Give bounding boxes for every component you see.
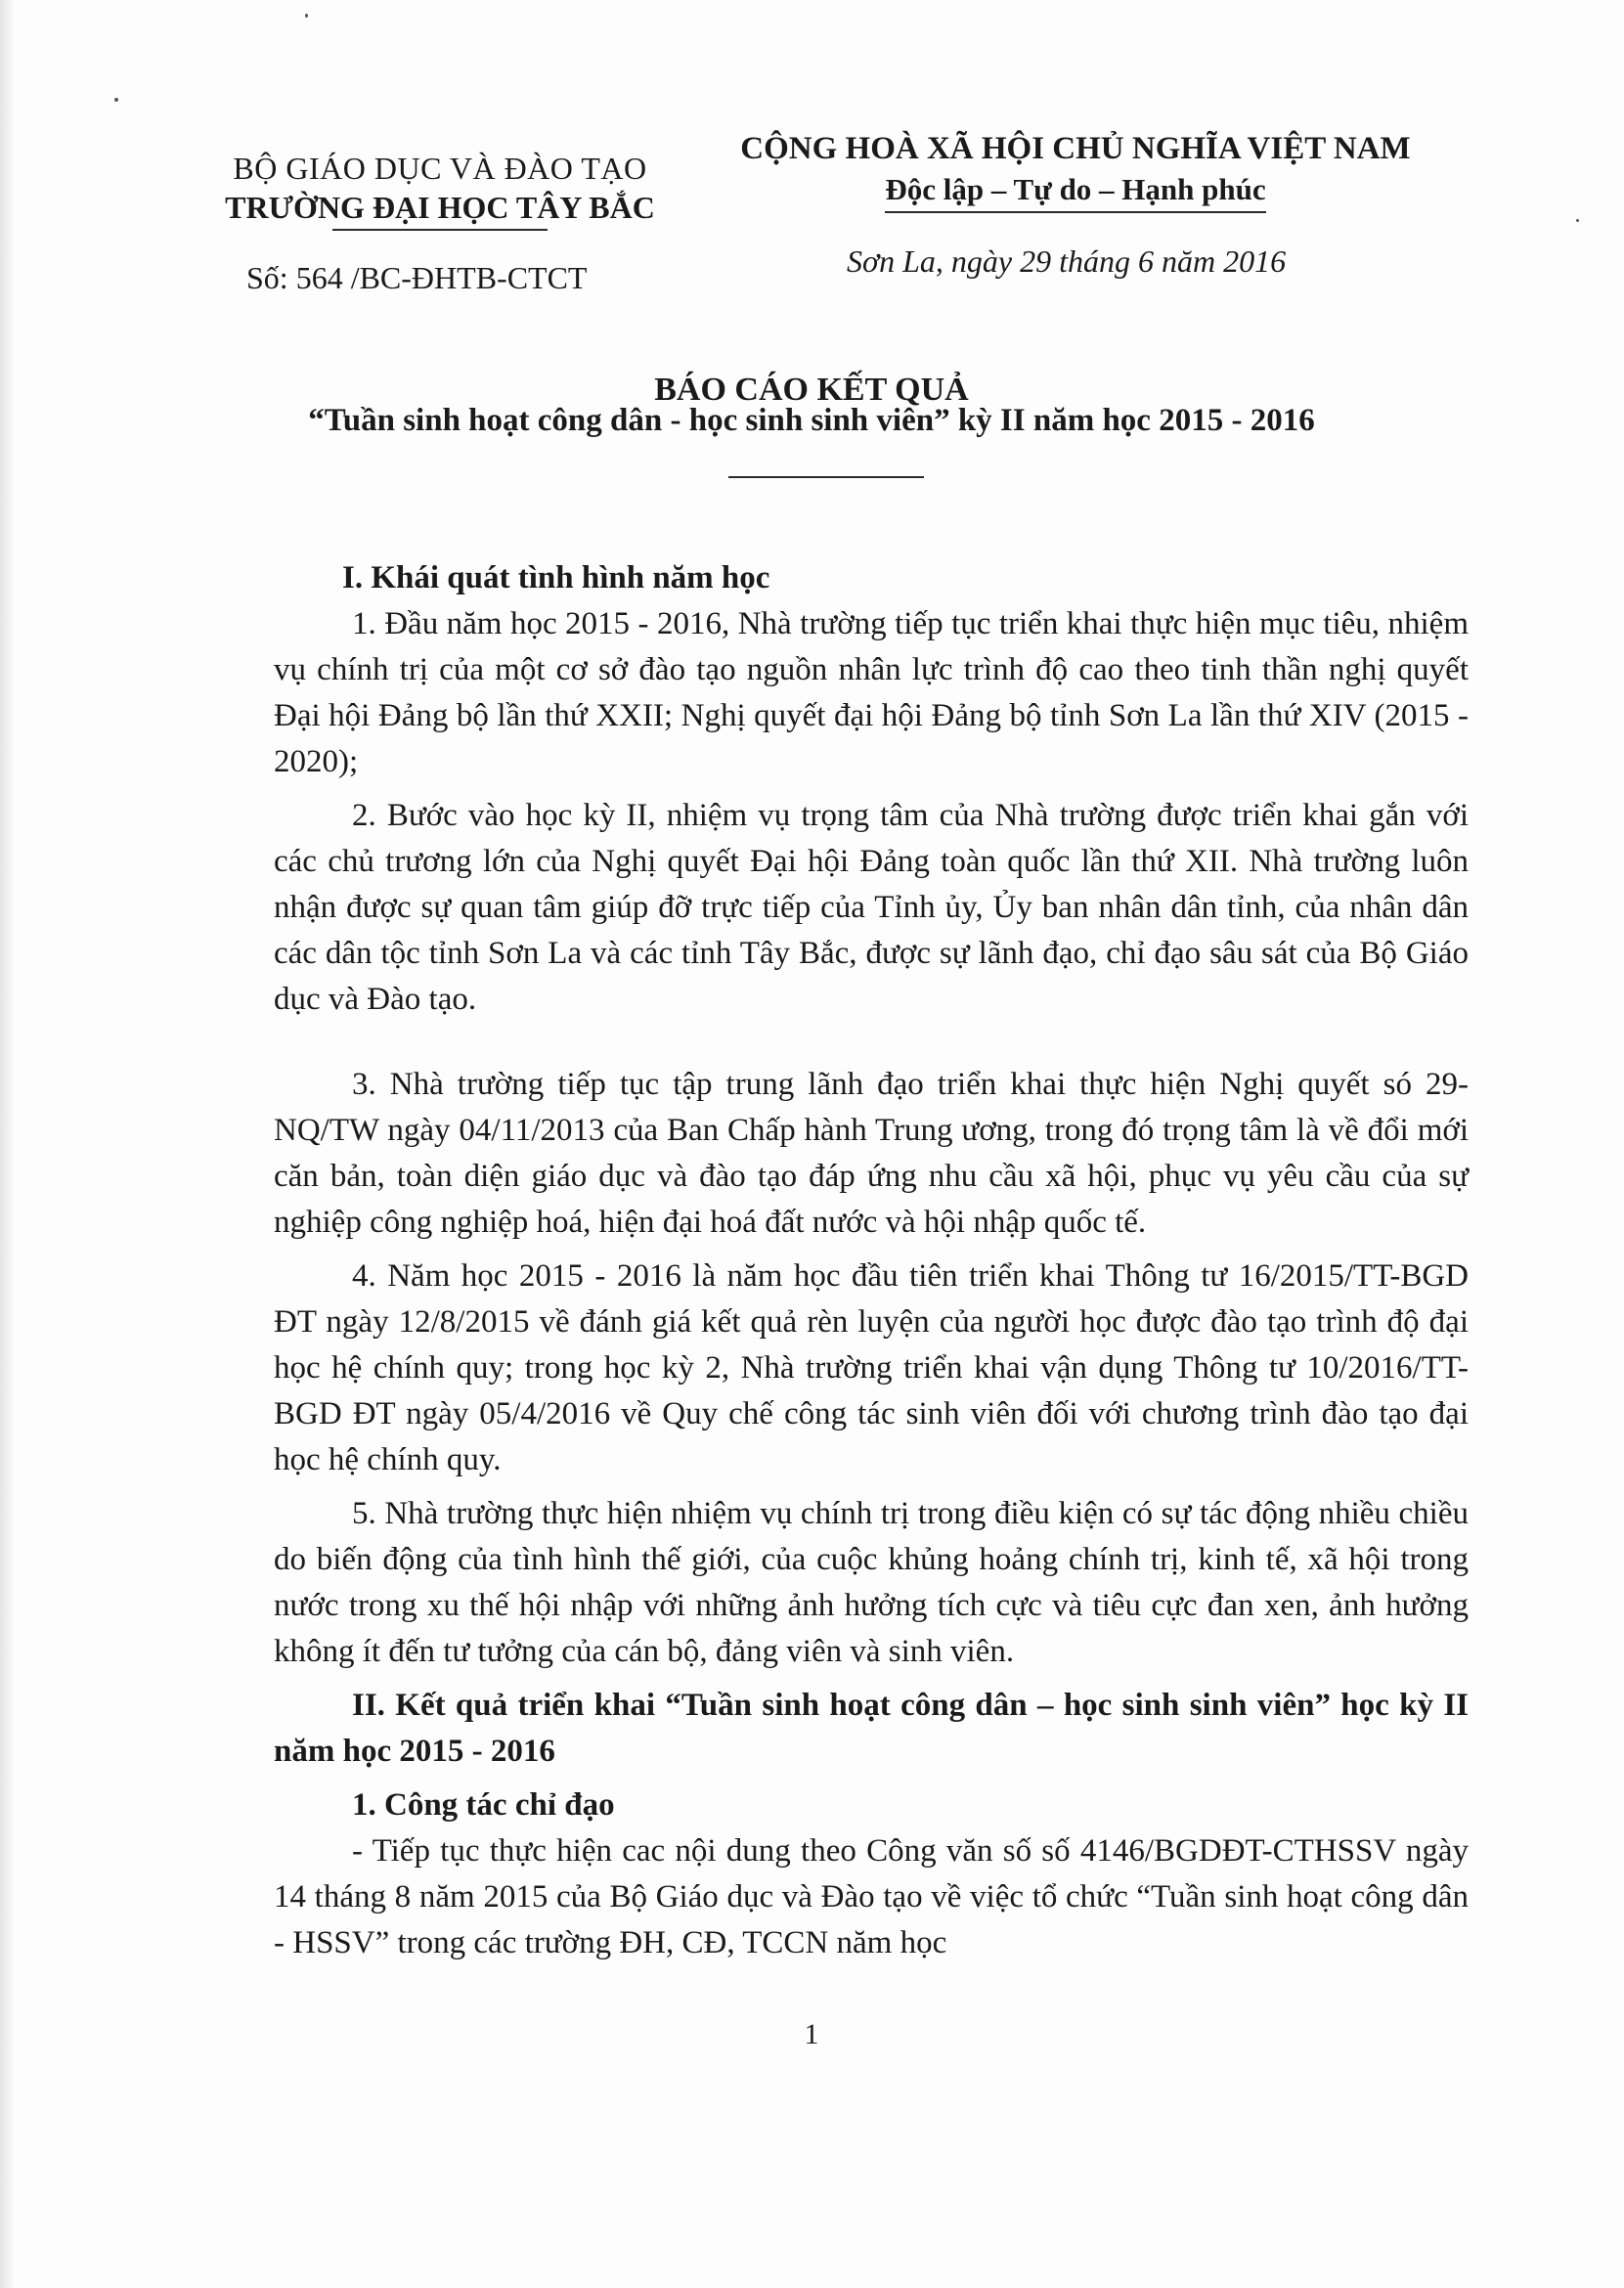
school-name: TRƯỜNG ĐẠI HỌC TÂY BẮC	[225, 190, 655, 225]
scan-edge	[0, 0, 14, 2288]
place-date: Sơn La, ngày 29 tháng 6 năm 2016	[847, 243, 1287, 279]
issuer-block	[196, 149, 684, 231]
national-motto: Độc lập – Tự do – Hạnh phúc	[885, 170, 1265, 213]
page-number: 1	[804, 2018, 819, 2050]
school-underline	[332, 229, 548, 231]
scan-speck	[114, 98, 118, 102]
report-body	[274, 555, 1469, 1966]
title-divider	[728, 476, 924, 478]
paragraph: 5. Nhà trường thực hiện nhiệm vụ chính trị trong điều kiện có sự tác động nhiều chiều do biến động của tình hình thế giới, của cuộc khủng hoảng chính trị, kinh tế, xã hội trong nước trong xu thế hội nhập với những ảnh hưởng tích cực và tiêu cực đan xen, ảnh hưởng không ít đến tư tưởng của cán bộ, đảng viên và sinh viên.	[274, 1496, 1469, 1669]
paragraph: 3. Nhà trường tiếp tục tập trung lãnh đạo triển khai thực hiện Nghị quyết só 29-NQ/TW ngày 04/11/2013 của Ban Chấp hành Trung ương, trong đó trọng tâm là về đổi mới căn bản, toàn diện giáo dục và đào tạo đáp ứng nhu cầu xã hội, phục vụ yêu cầu của sự nghiệp công nghiệp hoá, hiện đại hoá đất nước và hội nhập quốc tế.	[274, 1067, 1469, 1240]
scan-speck	[1576, 219, 1579, 222]
report-title: BÁO CÁO KẾT QUẢ	[654, 372, 969, 408]
document-number: Số: 564 /BC-ĐHTB-CTCT	[246, 260, 588, 295]
paragraph: 4. Năm học 2015 - 2016 là năm học đầu tiên triển khai Thông tư 16/2015/TT-BGD ĐT ngày 12/8/2015 về đánh giá kết quả rèn luyện của người học được đào tạo trình độ đại học hệ chính quy; trong học kỳ 2, Nhà trường triển khai vận dụng Thông tư 10/2016/TT-BGD ĐT ngày 05/4/2016 về Quy chế công tác sinh viên đối với chương trình đào tạo đại học hệ chính quy.	[274, 1258, 1469, 1477]
section-1-heading: I. Khái quát tình hình năm học	[342, 560, 770, 595]
subsection-heading: 1. Công tác chỉ đạo	[352, 1787, 615, 1823]
nation-name: CỘNG HOÀ XÃ HỘI CHỦ NGHĨA VIỆT NAM	[740, 131, 1411, 166]
scan-speck	[305, 14, 308, 18]
paragraph: 2. Bước vào học kỳ II, nhiệm vụ trọng tâm của Nhà trường được triển khai gắn với các chủ trương lớn của Nghị quyết Đại hội Đảng toàn quốc lần thứ XII. Nhà trường luôn nhận được sự quan tâm giúp đỡ trực tiếp của Tỉnh ủy, Ủy ban nhân dân tỉnh, của nhân dân các dân tộc tỉnh Sơn La và các tỉnh Tây Bắc, được sự lãnh đạo, chỉ đạo sâu sát của Bộ Giáo dục và Đào tạo.	[274, 798, 1469, 1017]
ministry-name: BỘ GIÁO DỤC VÀ ĐÀO TẠO	[233, 151, 647, 186]
section-2-heading: II. Kết quả triển khai “Tuần sinh hoạt công dân – học sinh sinh viên” học kỳ II năm học 2015 - 2016	[274, 1688, 1469, 1769]
paragraph: 1. Đầu năm học 2015 - 2016, Nhà trường tiếp tục triển khai thực hiện mục tiêu, nhiệm vụ chính trị của một cơ sở đào tạo nguồn nhân lực trình độ cao theo tinh thần nghị quyết Đại hội Đảng bộ lần thứ XXII; Nghị quyết đại hội Đảng bộ tỉnh Sơn La lần thứ XIV (2015 - 2020);	[274, 606, 1469, 779]
report-subtitle: “Tuần sinh hoạt công dân - học sinh sinh viên” kỳ II năm học 2015 - 2016	[308, 403, 1315, 438]
paragraph: - Tiếp tục thực hiện cac nội dung theo Công văn số số 4146/BGDĐT-CTHSSV ngày 14 tháng 8 năm 2015 của Bộ Giáo dục và Đào tạo về việc tổ chức “Tuần sinh hoạt công dân - HSSV” trong các trường ĐH, CĐ, TCCN năm học	[274, 1833, 1469, 1960]
national-header	[724, 127, 1427, 213]
